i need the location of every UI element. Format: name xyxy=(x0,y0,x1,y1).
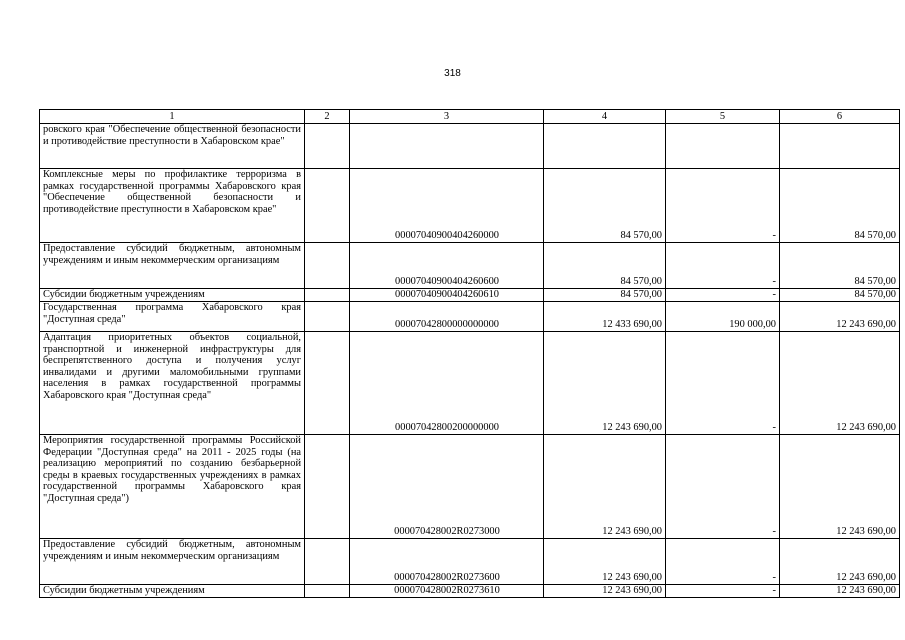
table-row xyxy=(40,124,900,169)
row-col2 xyxy=(305,289,350,302)
row-name: Субсидии бюджетным учреждениям xyxy=(40,289,305,302)
row-col5 xyxy=(666,124,780,169)
row-col4: 84 570,00 xyxy=(544,243,666,289)
row-code: 00007042800200000000 xyxy=(350,332,544,435)
row-code: 000070428002R0273000 xyxy=(350,435,544,539)
row-col4 xyxy=(544,124,666,169)
row-code: 00007040900404260600 xyxy=(350,243,544,289)
row-col2 xyxy=(305,585,350,598)
row-col2 xyxy=(305,124,350,169)
page-number: 318 xyxy=(444,68,461,79)
row-name: Мероприятия государственной программы Российской Федерации "Доступная среда" на 2011 - 2025 годы (на реализацию мероприятий по созданию безбарьерной среды в краевых государственных учреждениях в рамках государственной программы Хабаровского края "Доступная среда") xyxy=(40,435,305,539)
row-name: Адаптация приоритетных объектов социальной, транспортной и инженерной инфраструктуры для беспрепятственного доступа и получения услуг инвалидами и другими маломобильными группами населения в рамках государственной программы Хабаровского края "Доступная среда" xyxy=(40,332,305,435)
header-col-5: 5 xyxy=(666,110,780,124)
row-col5: - xyxy=(666,169,780,243)
table-row xyxy=(40,289,900,302)
row-col4: 12 243 690,00 xyxy=(544,539,666,585)
row-col6: 12 243 690,00 xyxy=(780,585,900,598)
row-col6: 12 243 690,00 xyxy=(780,539,900,585)
row-col5: - xyxy=(666,332,780,435)
row-col6: 12 243 690,00 xyxy=(780,302,900,332)
row-name: Предоставление субсидий бюджетным, автономным учреждениям и иным некоммерческим организациям xyxy=(40,539,305,585)
row-col2 xyxy=(305,332,350,435)
row-col2 xyxy=(305,243,350,289)
header-col-3: 3 xyxy=(350,110,544,124)
table-row xyxy=(40,332,900,435)
row-col6: 12 243 690,00 xyxy=(780,332,900,435)
row-name: Предоставление субсидий бюджетным, автономным учреждениям и иным некоммерческим организациям xyxy=(40,243,305,289)
header-col-6: 6 xyxy=(780,110,900,124)
row-col5: - xyxy=(666,289,780,302)
table-header xyxy=(40,110,900,124)
row-name: Комплексные меры по профилактике терроризма в рамках государственной программы Хабаровского края "Обеспечение общественной безопасности и противодействие преступности в Хабаровском крае" xyxy=(40,169,305,243)
header-row xyxy=(40,110,900,124)
header-col-2: 2 xyxy=(305,110,350,124)
row-col4: 84 570,00 xyxy=(544,289,666,302)
row-code: 00007040900404260000 xyxy=(350,169,544,243)
row-name: Государственная программа Хабаровского края "Доступная среда" xyxy=(40,302,305,332)
row-col6 xyxy=(780,124,900,169)
table-row xyxy=(40,169,900,243)
row-name: ровского края "Обеспечение общественной безопасности и противодействие преступности в Хабаровском крае" xyxy=(40,124,305,169)
row-col4: 12 243 690,00 xyxy=(544,435,666,539)
row-col6: 84 570,00 xyxy=(780,289,900,302)
row-col6: 84 570,00 xyxy=(780,169,900,243)
row-col4: 12 243 690,00 xyxy=(544,585,666,598)
row-col6: 12 243 690,00 xyxy=(780,435,900,539)
row-code: 00007040900404260610 xyxy=(350,289,544,302)
row-col4: 12 433 690,00 xyxy=(544,302,666,332)
row-col2 xyxy=(305,302,350,332)
row-col2 xyxy=(305,169,350,243)
row-col5: - xyxy=(666,243,780,289)
row-col4: 84 570,00 xyxy=(544,169,666,243)
table-row xyxy=(40,585,900,598)
table-row xyxy=(40,539,900,585)
row-col5: - xyxy=(666,435,780,539)
row-col2 xyxy=(305,539,350,585)
table-row xyxy=(40,243,900,289)
row-col2 xyxy=(305,435,350,539)
table-row xyxy=(40,302,900,332)
row-code: 000070428002R0273600 xyxy=(350,539,544,585)
header-col-1: 1 xyxy=(40,110,305,124)
row-code xyxy=(350,124,544,169)
header-col-4: 4 xyxy=(544,110,666,124)
row-col5: 190 000,00 xyxy=(666,302,780,332)
row-code: 00007042800000000000 xyxy=(350,302,544,332)
table-body xyxy=(40,124,900,598)
row-col4: 12 243 690,00 xyxy=(544,332,666,435)
budget-table xyxy=(39,109,900,598)
row-code: 000070428002R0273610 xyxy=(350,585,544,598)
row-name: Субсидии бюджетным учреждениям xyxy=(40,585,305,598)
row-col6: 84 570,00 xyxy=(780,243,900,289)
table-row xyxy=(40,435,900,539)
row-col5: - xyxy=(666,585,780,598)
row-col5: - xyxy=(666,539,780,585)
